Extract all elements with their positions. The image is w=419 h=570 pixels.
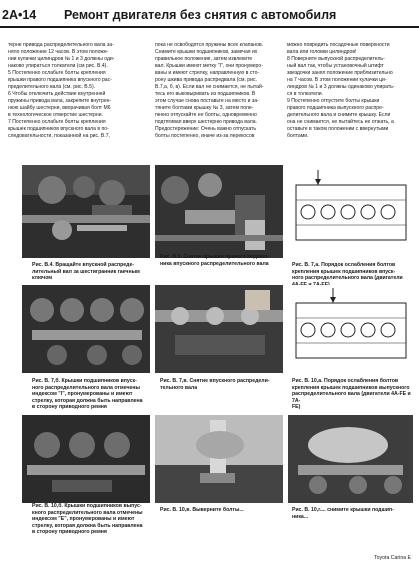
photo-fig-b7b: [22, 285, 150, 373]
caption-fig-b10b: Рис. В. 10,б. Крышки подшипников выпус- кного распределительного вала отмечены индексом "E", пронумерованы и имеют стрелку, которая должна быть направлена в сторону приводного ремня: [32, 503, 143, 536]
text-column-3: можно повредить посадочные поверхности вала или головки цилиндров! 8 Поверните выпускной распределитель- ный вал так, чтобы установочный штифт звездочки занял положение приблизительно на 7 часов. В этом положении кулачки ци- линдров № 1 и 3 должны одинаково упирать- ся в толкатели. 9 Постепенно отпустите болты крышки правого подшипника выпускного распре- делительного вала и снимите крышку. Если она не снимается, не пытайтесь ее отжать, а оставьте в таком положении с ввернутыми болтами.: [287, 42, 395, 139]
caption-fig-b5: Рис. В.5. Снятие крышки правого подшип- ника впускного распределительного вала: [160, 254, 270, 267]
caption-fig-b10a: Рис. В. 10,а. Порядок ослабления болтов крепления крышек подшипников выпускного распределительного вала (двигатели 4A-FE и 7A- FE): [292, 378, 411, 411]
diagram-fig-b10a: [288, 285, 413, 375]
text-column-2: пока не освободятся пружины всех клапанов. Снимите крышки подшипников, замечая их правильное положение, затем извлеките вал. Крышки имеют метку "I", они пронумеро- ваны и имеют стрелку, направленную в сто- рону шкива привода распредвала (см. рис. В.7,а, б, в). Если вал не снимается, не пытай- тесь его выковыривать из подшипников. В этом случае снова поставьте на место и за- тяните болтами крышку № 3, затем поле- пенно отпускайте ее болты, одновременно подтягивая вверх шестерню привода вала. Предостережение: Очень важно отпускать болты постепенно, иначе из-за перекосов: [155, 42, 264, 139]
page-title: Ремонт двигателя без снятия с автомобиля: [64, 8, 337, 22]
photo-fig-b4: [22, 165, 150, 258]
photo-fig-b10b: [22, 415, 150, 503]
photo-fig-b5: [155, 165, 283, 258]
photo-fig-b10g: [288, 415, 413, 503]
page-header: [0, 0, 419, 36]
page-footer: Toyota Carina E: [374, 555, 411, 561]
caption-fig-b4: Рис. В.4. Вращайте впускной распреде- лительный вал за шестигранник гаечным ключом: [32, 262, 140, 282]
caption-fig-b7v: Рис. В. 7,в. Снятие впускного распредели- тельного вала: [160, 378, 270, 391]
caption-fig-b10v: Рис. В. 10,в. Выверните болты...: [160, 507, 244, 513]
photo-fig-b7v: [155, 285, 283, 373]
caption-fig-b7b: Рис. В. 7,б. Крышки подшипников впуск- ного распределительного вала отмечены индексом "I", пронумерованы и имеют стрелку, которая должна быть направлена в сторону приводного ремня: [32, 378, 143, 411]
photo-fig-b10v: [155, 415, 283, 503]
caption-fig-b10g: Рис. В. 10,г.... снимите крышки подшип- ника...: [292, 507, 394, 520]
caption-fig-b7a: Рис. В. 7,а. Порядок ослабления болтов крепления крышек подшипников впуск- ного распределительного вала (двигатели: [292, 262, 403, 282]
text-column-1: терне привода распределительного вала за- няло положение 12 часов. В этом положе- нии кулачки цилиндров № 1 и 3 должны оди- наково упиратъся толкатели (см рис. В.4). 5 Постепенно ослабьте болты крепления крышки правого подшипника впускного рас- пределительного вала (см. рис. В.5). 6 Чтобы отключить действие внутренней пружины привода вала, закрепите внутрен- нюю шайбу шестерни, вворачивая болт М6 в технологическое отверстие шестерни. 7 Постепенно ослабьте болты крепления крышек подшипников впускного вала в по- следовательности, показанной на рис. В.7,: [8, 42, 115, 139]
header-rule: [0, 26, 419, 28]
page-section-code: 2A•14: [2, 8, 37, 22]
diagram-fig-b7a: [288, 165, 413, 260]
